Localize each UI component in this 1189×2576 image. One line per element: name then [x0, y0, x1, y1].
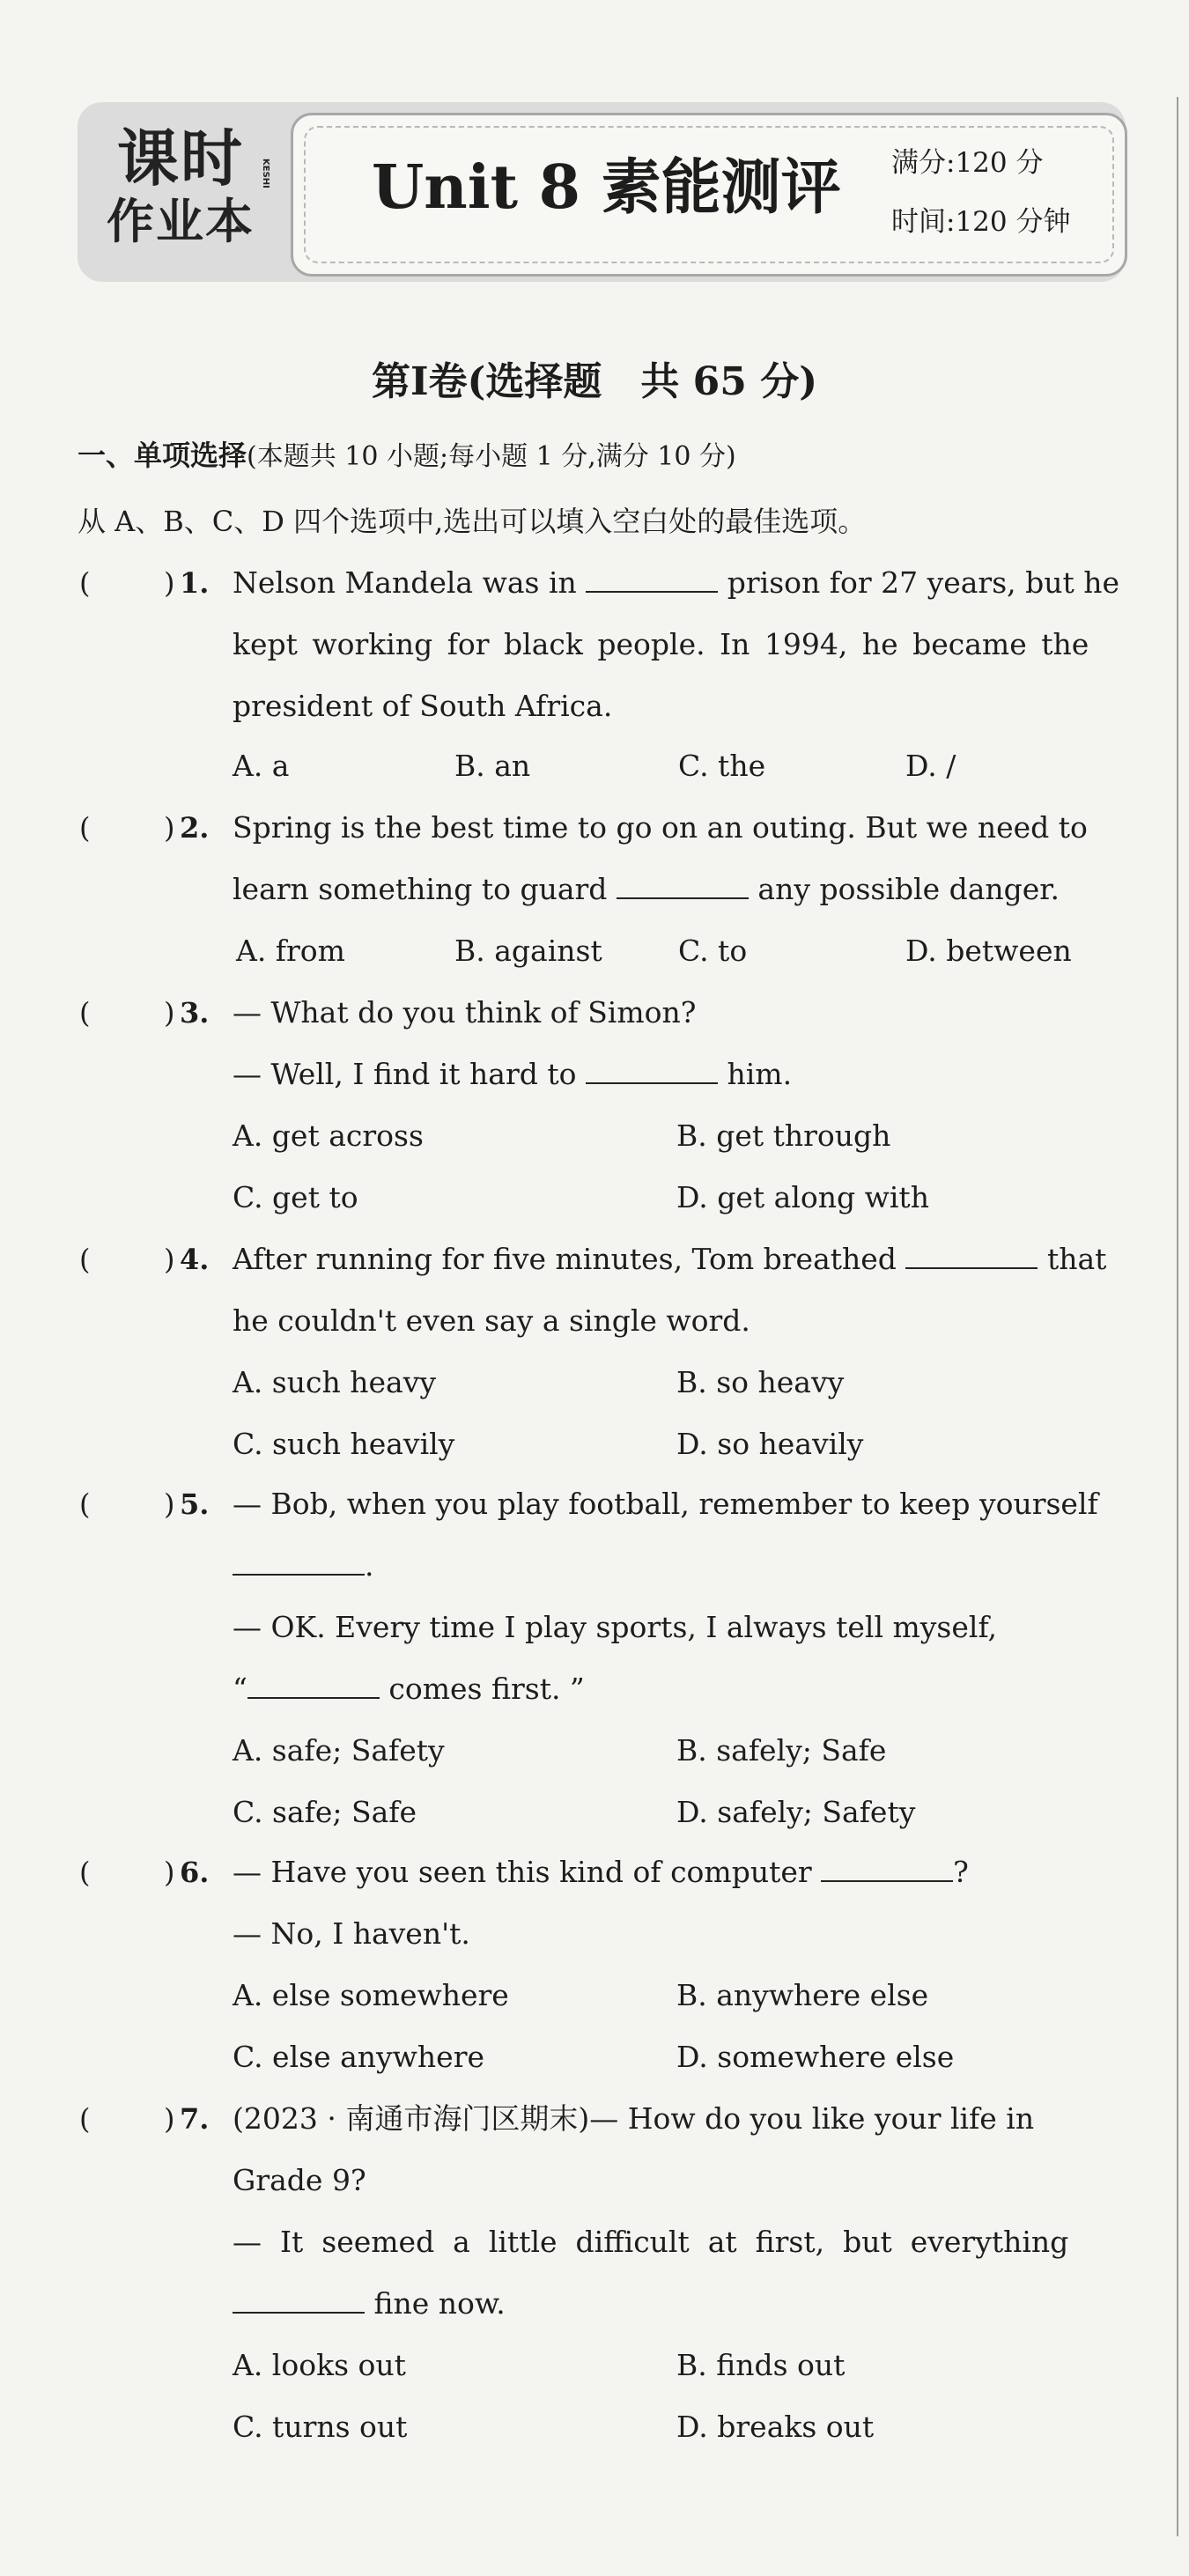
badge-tiny-text: KESHI [261, 159, 270, 188]
text-after-blank: him. [727, 1057, 793, 1091]
option-a[interactable]: A. looks out [233, 2348, 406, 2382]
badge-bottom-text: 作业本 [107, 194, 255, 249]
option-a[interactable]: A. get across [233, 1118, 424, 1153]
option-b[interactable]: B. anywhere else [676, 1978, 929, 2012]
text-after-blank: that [1046, 1242, 1107, 1276]
option-d[interactable]: D. safely; Safety [676, 1795, 916, 1829]
option-d[interactable]: D. somewhere else [676, 2040, 955, 2074]
question-line [233, 564, 1189, 602]
question-line [233, 2284, 1189, 2323]
option-c[interactable]: C. to [678, 934, 748, 968]
question-number: 3. [180, 996, 210, 1030]
text-before-blank: — Well, I find it hard to [233, 1057, 577, 1091]
text-before-blank: Nelson Mandela was in [233, 565, 577, 600]
text-after-blank: fine now. [373, 2286, 506, 2321]
page-edge-line [1177, 97, 1178, 2536]
question-line [233, 1670, 1189, 1709]
option-a[interactable]: A. from [236, 934, 345, 968]
option-c[interactable]: C. get to [233, 1180, 358, 1214]
page: 课时 作业本 KESHI Unit 8 素能测评 满分:120 分 时间:120 分钟 第Ⅰ卷(选择题 共 65 分) 一、单项选择(本题共 10 小题;每小题 1 分,满分 10 分) 从 A、B、C、D 四个选项中,选出可以填入空白处的最佳选项。 ( ) 1. Nelson Mandela was in prison for 27 years, but he kept working for black people. In 1994, he became the president of South Africa. A. a B. an C. the D. / ( ) 2. Spring is the best time to go on an outing. But we need to learn something to guard any possible danger. A. from B. against C. to D. between ( ) 3. — What do you think of Simon? — Well, I find it hard to him. A. get across B. get through C. get to D. get along with ( ) 4. After running for five minutes, Tom breathed that he couldn't even say a single word. A. such heavy B. so heavy C. such heavily D. so heavily ( ) 5. — Bob, when you play football, remember to keep yourself . — OK. Every time I play sports, I always tell myself, “ comes first. ” A. safe; Safety B. safely; Safe C. safe; Safe D. safely; Safety ( ) 6. — Have you seen this kind of computer ? — No, I haven't. A. else somewhere B. anywhere else C. else anywhere D. somewhere else ( ) 7. (2023 · 南通市海门区期末)— How do you like your life in Grade 9? — It seemed a little difficult at first, but everything fine now. A. looks out B. finds out C. turns out D. breaks out [0, 0, 1189, 2576]
option-a[interactable]: A. else somewhere [233, 1978, 509, 2012]
part-title-text: 一、单项选择 [78, 439, 247, 472]
option-a[interactable]: A. safe; Safety [233, 1733, 445, 1768]
question-number: 4. [180, 1243, 210, 1276]
question-line: Grade 9? [233, 2163, 366, 2197]
answer-blank[interactable] [586, 565, 718, 593]
option-b[interactable]: B. so heavy [676, 1365, 845, 1399]
option-c[interactable]: C. turns out [233, 2410, 408, 2444]
option-b[interactable]: B. safely; Safe [676, 1733, 887, 1768]
question-line: kept working for black people. In 1994, he became the [233, 627, 1089, 661]
question-line [233, 1546, 1189, 1585]
option-b[interactable]: B. against [454, 934, 602, 968]
text-after-blank: ? [953, 1855, 969, 1889]
text-before-blank: — Have you seen this kind of computer [233, 1855, 812, 1889]
text-before-blank: learn something to guard [233, 872, 608, 906]
option-d[interactable]: D. get along with [676, 1180, 929, 1214]
text-after-blank: any possible danger. [757, 872, 1060, 906]
option-b[interactable]: B. an [454, 749, 531, 783]
question-line [233, 870, 1189, 909]
answer-blank[interactable] [247, 1671, 380, 1699]
option-a[interactable]: A. a [233, 749, 290, 783]
question-line: — Bob, when you play football, remember to keep yourself [233, 1487, 1098, 1521]
option-c[interactable]: C. else anywhere [233, 2040, 484, 2074]
text-after-blank: comes first. ” [388, 1672, 585, 1706]
answer-blank[interactable] [905, 1241, 1038, 1269]
question-number: 2. [180, 811, 210, 845]
question-line: president of South Africa. [233, 689, 613, 723]
question-line [233, 1055, 1189, 1094]
question-line: — It seemed a little difficult at first, but everything [233, 2225, 1069, 2259]
answer-blank[interactable] [233, 2285, 365, 2314]
question-line: — OK. Every time I play sports, I always tell myself, [233, 1610, 997, 1644]
answer-blank[interactable] [233, 1547, 365, 1576]
option-b[interactable]: B. finds out [676, 2348, 846, 2382]
question-line [233, 1240, 1189, 1279]
option-b[interactable]: B. get through [676, 1118, 891, 1153]
text-after-blank: prison for 27 years, but he [727, 565, 1120, 600]
text-before-blank: After running for five minutes, Tom breathed [233, 1242, 897, 1276]
answer-blank[interactable] [586, 1056, 718, 1084]
option-d[interactable]: D. breaks out [676, 2410, 875, 2444]
option-c[interactable]: C. such heavily [233, 1427, 455, 1461]
part-title-note: (本题共 10 小题;每小题 1 分,满分 10 分) [247, 441, 736, 472]
time-limit: 时间:120 分钟 [891, 206, 1071, 238]
question-number: 1. [180, 566, 210, 600]
question-line: — No, I haven't. [233, 1916, 470, 1951]
option-d[interactable]: D. between [905, 934, 1072, 968]
option-c[interactable]: C. safe; Safe [233, 1795, 417, 1829]
option-a[interactable]: A. such heavy [233, 1365, 436, 1399]
question-number: 6. [180, 1856, 210, 1889]
question-line [233, 1853, 1189, 1892]
badge-top-text: 课时 [117, 122, 244, 195]
option-d[interactable]: D. so heavily [676, 1427, 864, 1461]
text-before-blank: “ [233, 1672, 247, 1706]
part-title [78, 436, 736, 476]
question-number: 5. [180, 1487, 210, 1521]
page-title: Unit 8 素能测评 [372, 152, 841, 223]
question-line: — What do you think of Simon? [233, 995, 697, 1030]
course-badge [88, 123, 273, 264]
full-score: 满分:120 分 [891, 147, 1044, 179]
answer-blank[interactable] [617, 871, 749, 899]
part-instruction: 从 A、B、C、D 四个选项中,选出可以填入空白处的最佳选项。 [78, 505, 867, 538]
volume-title: 第Ⅰ卷(选择题 共 65 分) [371, 359, 818, 404]
text-after-blank: . [365, 1548, 374, 1583]
answer-blank[interactable] [821, 1854, 953, 1882]
question-line: he couldn't even say a single word. [233, 1303, 750, 1338]
question-number: 7. [180, 2102, 210, 2136]
question-line: (2023 · 南通市海门区期末)— How do you like your life in [233, 2101, 1035, 2136]
option-c[interactable]: C. the [678, 749, 766, 783]
option-d[interactable]: D. / [905, 749, 956, 783]
question-line: Spring is the best time to go on an outing. But we need to [233, 810, 1088, 845]
